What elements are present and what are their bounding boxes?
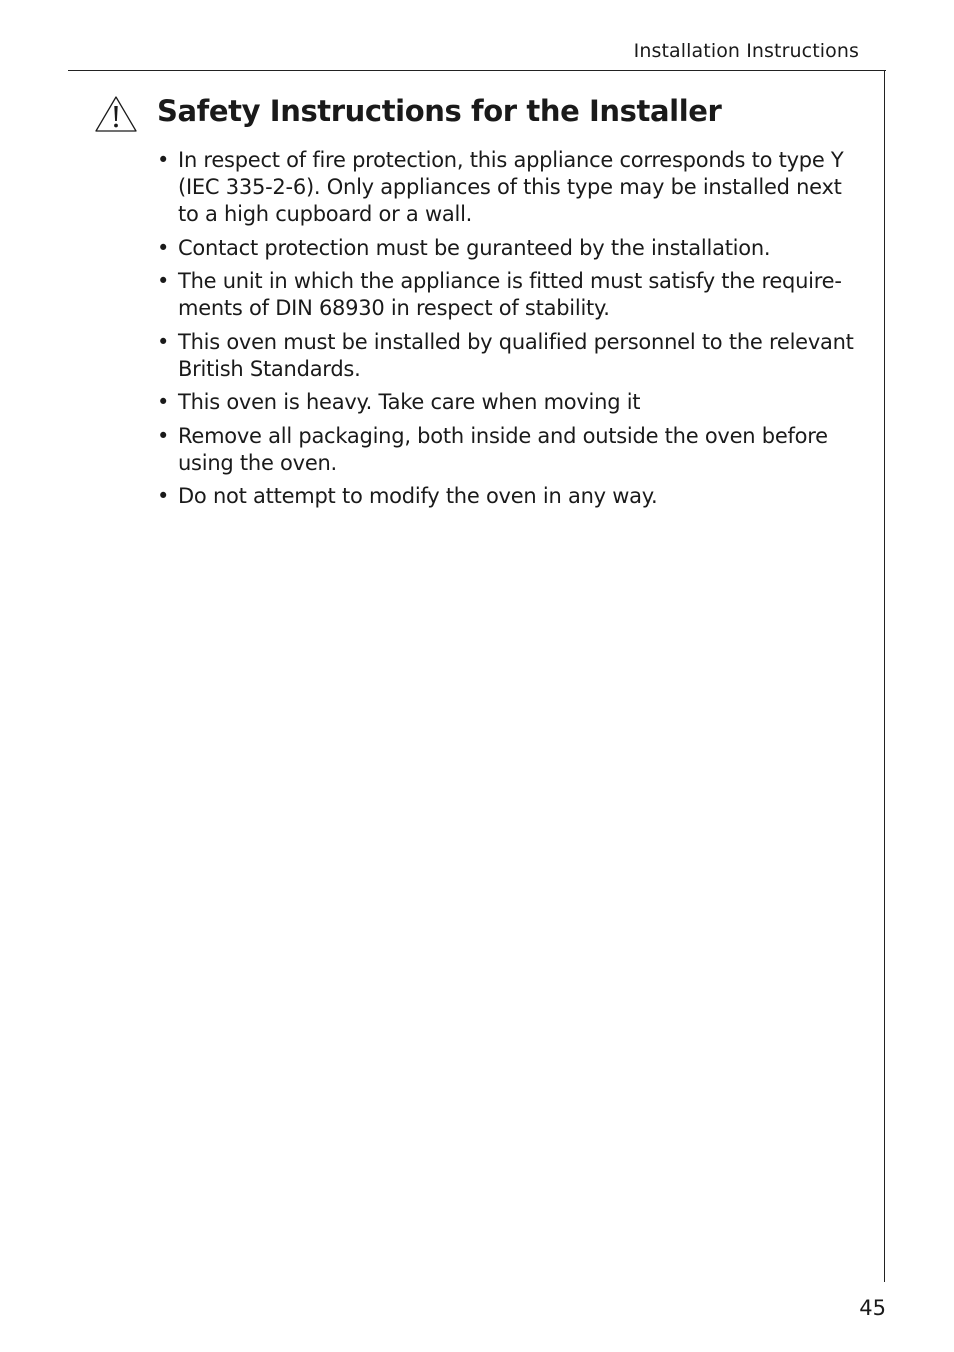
list-item-text: Remove all packaging, both inside and outside the oven before using the oven. xyxy=(178,423,828,475)
margin-rule xyxy=(884,70,885,1282)
list-item-text: This oven is heavy. Take care when moving it xyxy=(178,390,641,414)
safety-instructions-list xyxy=(157,147,862,517)
bullet-dot: • xyxy=(157,235,170,260)
list-item xyxy=(157,268,862,322)
list-item-text: Contact protection must be guranteed by the installation. xyxy=(178,235,771,260)
bullet-dot: • xyxy=(157,390,170,414)
list-item xyxy=(157,329,862,383)
list-item xyxy=(157,147,862,228)
list-item-text: The unit in which the appliance is fitted must satisfy the require-ments of DIN 68930 in respect of stability. xyxy=(178,269,842,320)
list-item xyxy=(157,235,862,262)
bullet-dot: • xyxy=(157,329,170,354)
warning-triangle-icon xyxy=(94,95,138,133)
list-item-text: Do not attempt to modify the oven in any way. xyxy=(178,484,658,508)
bullet-dot: • xyxy=(157,423,170,448)
list-item-text: This oven must be installed by qualified personnel to the relevant British Standards. xyxy=(178,329,854,381)
list-item-text: In respect of fire protection, this appliance corresponds to type Y (IEC 335-2-6). Only appliances of this type may be installed next to a high cupboard or a wall. xyxy=(178,148,844,226)
running-header: Installation Instructions xyxy=(633,40,859,62)
header-rule xyxy=(68,70,886,71)
bullet-dot: • xyxy=(157,148,170,172)
page-number: 45 xyxy=(859,1296,886,1320)
section-title: Safety Instructions for the Installer xyxy=(157,94,722,128)
bullet-dot: • xyxy=(157,484,170,508)
list-item xyxy=(157,389,862,416)
list-item xyxy=(157,483,862,510)
list-item xyxy=(157,423,862,477)
bullet-dot: • xyxy=(157,269,170,293)
